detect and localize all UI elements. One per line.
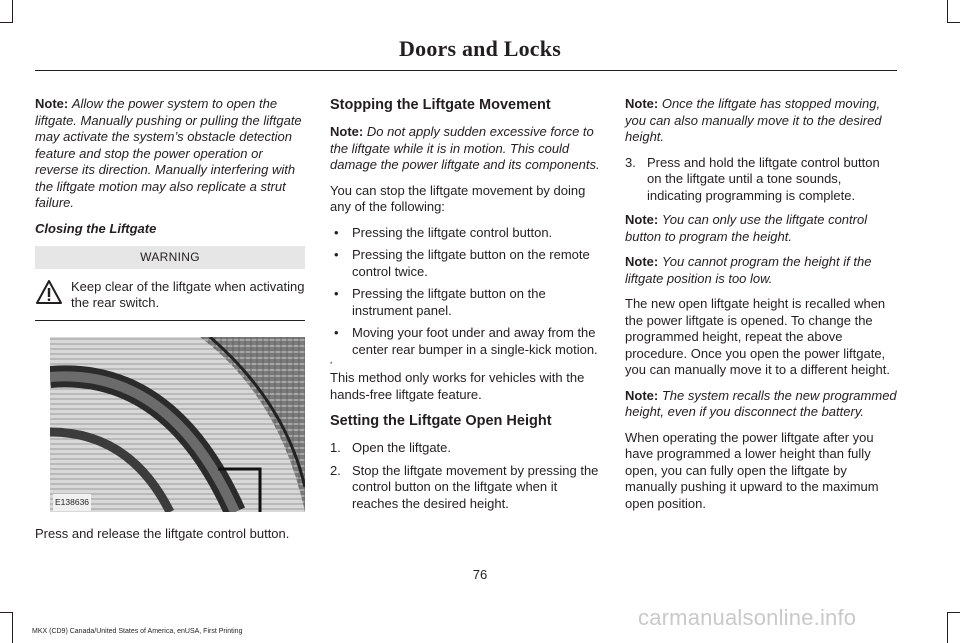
warning-text: Keep clear of the liftgate when activating the rear switch. — [71, 278, 305, 310]
footnote-mark: * — [330, 362, 333, 368]
note-label: Note: — [625, 212, 659, 227]
stop-methods-list — [330, 225, 600, 359]
crop-mark-bottom-left-h — [0, 612, 13, 613]
warning-box — [35, 246, 305, 321]
figure-label: E138636 — [53, 494, 91, 511]
setting-steps-list — [330, 440, 600, 512]
step-number: 2. — [330, 462, 341, 478]
note-label: Note: — [35, 96, 69, 111]
column-middle — [330, 96, 600, 520]
list-item: • Pressing the liftgate button on the remote control twice. — [334, 247, 590, 279]
subheading-closing: Closing the Liftgate — [35, 220, 157, 236]
bullet-mark: • — [334, 325, 339, 340]
crop-mark-top-left-v — [12, 0, 13, 22]
note-label: Note: — [330, 124, 364, 139]
note-force — [330, 124, 600, 174]
bullet-mark: • — [334, 224, 339, 240]
note-text: Do not apply sudden excessive force to the liftgate while it is in motion. This could damage the power liftgate and its components. — [330, 124, 600, 172]
liftgate-button-illustration — [50, 337, 305, 512]
hands-free-note: This method only works for vehicles with the hands-free liftgate feature. — [330, 370, 585, 402]
crop-mark-top-right-v — [947, 0, 948, 22]
warning-title: WARNING — [35, 246, 305, 269]
recall-paragraph: The new open liftgate height is recalled when the power liftgate is opened. To change the programmed height, repeat the above procedure. Once you open the power liftgate, you can manually move it to a different height. — [625, 296, 890, 377]
note-strut — [35, 96, 305, 212]
intro-text: You can stop the liftgate movement by doing any of the following: — [330, 182, 586, 214]
note-text: Once the liftgate has stopped moving, you can also manually move it to the desired height. — [625, 96, 882, 144]
watermark-logo: carmanualsonline.info — [638, 605, 857, 630]
step-number: 1. — [330, 440, 341, 455]
crop-mark-top-left-h — [0, 22, 13, 23]
note-text: The system recalls the new programmed height, even if you disconnect the battery. — [625, 387, 897, 419]
note-text: You cannot program the height if the liftgate position is too low. — [625, 254, 872, 286]
list-item: 1. Open the liftgate. — [330, 440, 452, 455]
note-text: Allow the power system to open the liftgate. Manually pushing or pulling the liftgate may activate the system’s obstacle detection feature and stop the power operation or reverse its direction. Manually interfering with the liftgate motion may also replicate a strut failure. — [35, 96, 302, 210]
list-item: • Pressing the liftgate button on the instrument panel. — [334, 286, 546, 318]
heading-stopping: Stopping the Liftgate Movement — [330, 97, 551, 113]
heading-setting-height: Setting the Liftgate Open Height — [330, 413, 552, 429]
note-manual-move — [625, 96, 897, 146]
crop-mark-top-right-h — [947, 22, 960, 23]
figure-caption: Press and release the liftgate control button. — [35, 525, 290, 541]
note-too-low — [625, 254, 897, 287]
note-control-button — [625, 212, 897, 245]
page-number: 76 — [472, 567, 488, 582]
print-info: MKX (CD9) Canada/United States of America, enUSA, First Printing — [32, 628, 243, 635]
warning-body — [35, 269, 305, 321]
list-item: 3. Press and hold the liftgate control button on the liftgate until a tone sounds, indicating programming is complete. — [625, 154, 880, 203]
crop-mark-bottom-right-v — [947, 612, 948, 643]
note-text: You can only use the liftgate control button to program the height. — [625, 212, 868, 244]
list-item: • Moving your foot under and away from the center rear bumper in a single-kick motion. — [334, 325, 598, 357]
crop-mark-bottom-right-h — [947, 612, 960, 613]
note-label: Note: — [625, 96, 659, 111]
header-divider — [35, 70, 897, 71]
note-label: Note: — [625, 254, 659, 269]
crop-mark-bottom-left-v — [12, 612, 13, 643]
list-item: • Pressing the liftgate control button. — [334, 224, 553, 240]
setting-steps-continued — [625, 155, 897, 205]
warning-triangle-icon — [35, 279, 65, 312]
bullet-mark: • — [334, 247, 339, 262]
column-left — [35, 96, 305, 551]
step-number: 3. — [625, 154, 636, 170]
bullet-mark: • — [334, 286, 339, 301]
note-battery — [625, 388, 897, 421]
operating-paragraph: When operating the power liftgate after you have programmed a lower height than fully open, you can fully open the liftgate by manually pushing it upward to the maximum open position. — [625, 429, 879, 511]
page-title: Doors and Locks — [399, 36, 561, 61]
note-label: Note: — [625, 387, 659, 403]
column-right — [625, 96, 897, 521]
list-item: 2. Stop the liftgate movement by pressing the control button on the liftgate when it reaches the desired height. — [330, 462, 599, 511]
